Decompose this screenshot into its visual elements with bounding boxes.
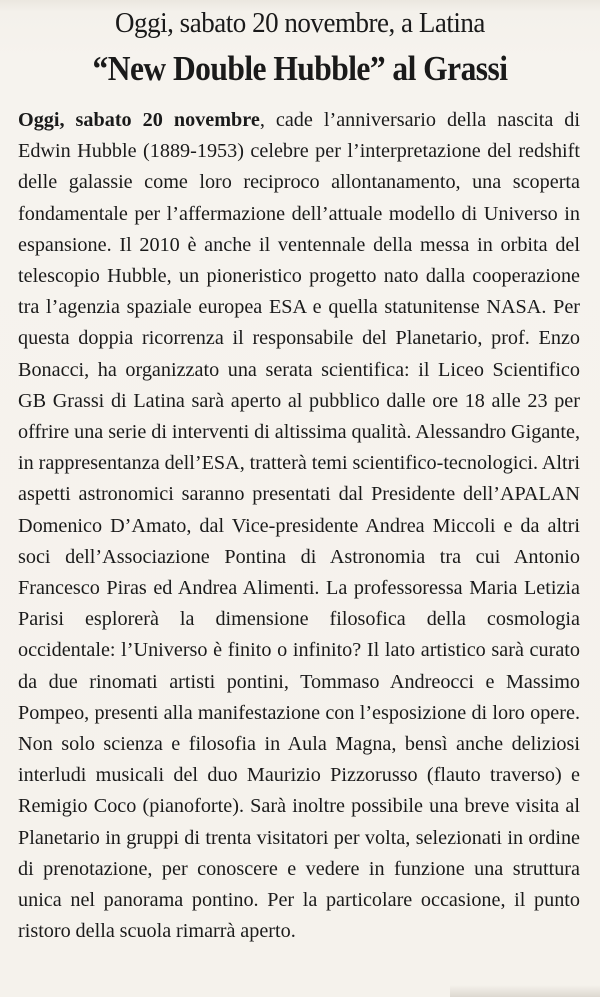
article-lead: Oggi, sabato 20 novembre	[18, 109, 260, 131]
article-text: , cade l’anniversario della nascita di Edwin Hubble (1889-1953) celebre per l’interpretazione del redshift delle galassie come loro reciproco allontanamento, una scoperta fondamentale per l’affermazione dell’attuale modello di Universo in espansione. Il 2010 è anche il ventennale della messa in orbita del telescopio Hubble, un pioneristico progetto nato dalla cooperazione tra l’agenzia spaziale europea ESA e quella statunitense NASA. Per questa doppia ricorrenza il responsabile del Planetario, prof. Enzo Bonacci, ha organizzato una serata scientifica: il Liceo Scientifico GB Grassi di Latina sarà aperto al pubblico dalle ore 18 alle 23 per offrire una serie di interventi di altissima qualità. Alessandro Gigante, in rappresentanza dell’ESA, tratterà temi scientifico-tecnologici. Altri aspetti astronomici saranno presentati dal Presidente dell’APALAN Domenico D’Amato, dal Vice-presidente Andrea Miccoli e da altri soci dell’Associazione Pontina di Astronomia tra cui Antonio Francesco Piras ed Andrea Alimenti. La professoressa Maria Letizia Parisi esplorerà la dimensione filosofica della cosmologia occidentale: l’Universo è finito o infinito? Il lato artistico sarà curato da due rinomati artisti pontini, Tommaso Andreocci e Massimo Pompeo, presenti alla manifestazione con l’esposizione di loro opere. Non solo scienza e filosofia in Aula Magna, bensì anche deliziosi interludi musicali del duo Maurizio Pizzorusso (flauto traverso) e Remigio Coco (pianoforte). Sarà inoltre possibile una breve visita al Planetario in gruppi di trenta visitatori per volta, selezionati in ordine di prenotazione, per conoscere e vedere in funzione una struttura unica nel panorama pontino. Per la particolare occasione, il punto ristoro della scuola rimarrà aperto.	[18, 109, 580, 943]
adjacent-column-edge	[450, 985, 600, 997]
article-kicker: Oggi, sabato 20 novembre, a Latina	[115, 7, 485, 39]
article-headline: “New Double Hubble” al Grassi	[92, 49, 508, 88]
article-body	[18, 105, 580, 947]
